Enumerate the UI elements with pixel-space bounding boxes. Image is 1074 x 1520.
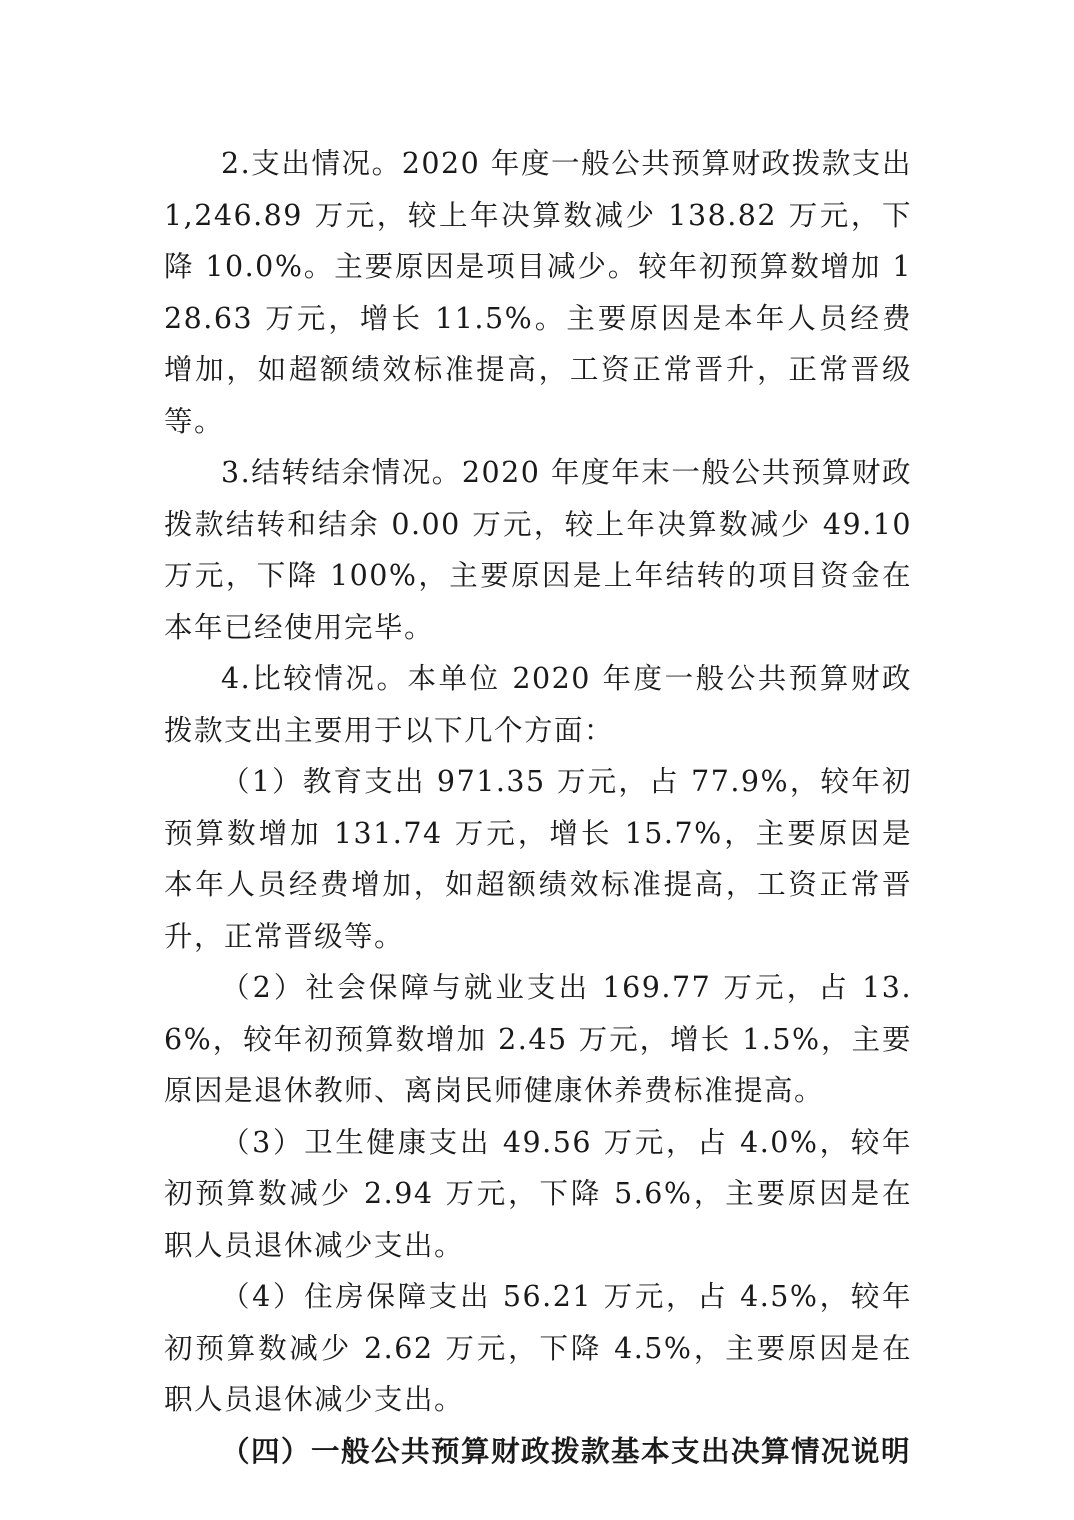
document-page [164,138,912,1477]
paragraph-education: （1）教育支出 971.35 万元，占 77.9%，较年初预算数增加 131.74 万元，增长 15.7%，主要原因是本年人员经费增加，如超额绩效标准提高，工资正常晋升，正常晋级等。 [164,765,912,953]
paragraph-carryover: 3.结转结余情况。2020 年度年末一般公共预算财政拨款结转和结余 0.00 万元，较上年决算数减少 49.10 万元，下降 100%，主要原因是上年结转的项目资金在本年已经使用完毕。 [164,456,912,644]
paragraph-expenditure: 2.支出情况。2020 年度一般公共预算财政拨款支出 1,246.89 万元，较上年决算数减少 138.82 万元，下降 10.0%。主要原因是项目减少。较年初预算数增加 128.63 万元，增长 11.5%。主要原因是本年人员经费增加，如超额绩效标准提高，工资正常晋升，正常晋级等。 [164,147,912,438]
paragraph-housing: （4）住房保障支出 56.21 万元，占 4.5%，较年初预算数减少 2.62 万元，下降 4.5%，主要原因是在职人员退休减少支出。 [164,1280,912,1416]
section-heading: （四）一般公共预算财政拨款基本支出决算情况说明 [221,1433,912,1468]
paragraph-social-security: （2）社会保障与就业支出 169.77 万元，占 13.6%，较年初预算数增加 2.45 万元，增长 1.5%，主要原因是退休教师、离岗民师健康休养费标准提高。 [164,971,912,1107]
paragraph-health: （3）卫生健康支出 49.56 万元，占 4.0%，较年初预算数减少 2.94 万元，下降 5.6%，主要原因是在职人员退休减少支出。 [164,1125,912,1262]
paragraph-comparison: 4.比较情况。本单位 2020 年度一般公共预算财政拨款支出主要用于以下几个方面： [164,662,912,747]
